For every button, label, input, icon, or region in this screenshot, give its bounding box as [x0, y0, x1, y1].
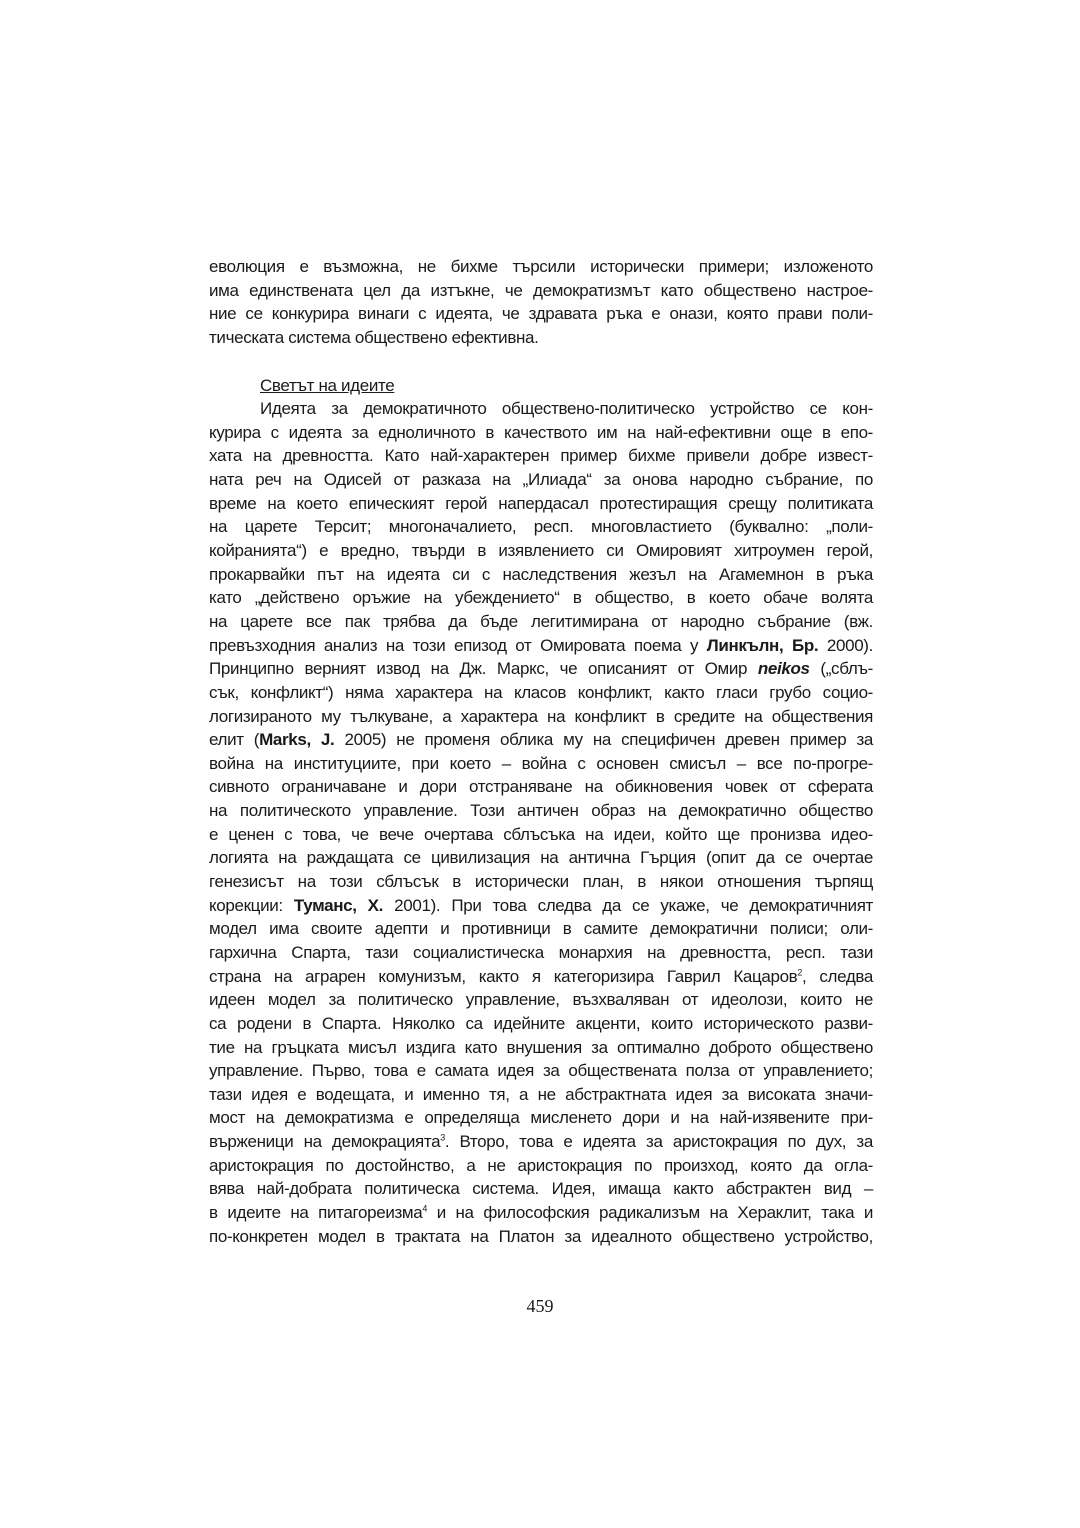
line-text: в идеите на питагореизма: [209, 1202, 423, 1222]
text-line: мост на демократизма е определяща мисленето дори и на най-изявените при-: [209, 1108, 873, 1128]
line-text: страна на аграрен комунизъм, както я категоризира Гаврил Кацаров: [209, 966, 798, 986]
text-line: ние се конкурира винаги с идеята, че здравата ръка е онази, която прави поли-: [209, 304, 873, 324]
text-line: [209, 728, 873, 752]
text-line: вява най-добрата политическа система. Идея, имаща както абстрактен вид –: [209, 1179, 873, 1199]
line-text: елит (: [209, 730, 260, 750]
line-text: , следва: [802, 966, 873, 986]
section-heading: Светът на идеите: [260, 375, 395, 395]
text-line: идеен модел за политическо управление, възхваляван от идеолози, които не: [209, 990, 873, 1010]
text-line: са родени в Спарта. Няколко са идейните акценти, които историческото разви-: [209, 1013, 873, 1033]
text-line: гархична Спарта, тази социалистическа монархия на древността, респ. тази: [209, 942, 873, 962]
text-line: сивното ограничаване и дори отстраняване на обикновения човек от сферата: [209, 777, 873, 797]
text-line: е ценен с това, че вече очертава сблъсъка на идеи, който ще пронизва идео-: [209, 824, 873, 844]
text-line: по-конкретен модел в трактата на Платон за идеалното обществено устройство,: [209, 1226, 873, 1246]
text-line: генезисът на този сблъсък в исторически план, в някои отношения търпящ: [209, 872, 873, 892]
text-line: [209, 634, 873, 658]
text-line: койранията“) е вредно, твърди в изявлението си Омировият хитроумен герой,: [209, 541, 873, 561]
line-text: . Второ, това е идеята за аристокрация по дух, за: [444, 1132, 873, 1152]
line-text: корекции:: [209, 895, 294, 915]
text-line: ната реч на Одисей от разказа на „Илиада“ за онова народно събрание, по: [209, 470, 873, 490]
text-line: война на институциите, при което – война с основен смисъл – все по-прогре-: [209, 753, 873, 773]
text-line: логията на раждащата се цивилизация на антична Гърция (опит да се очертае: [209, 848, 873, 868]
page-number: 459: [526, 1296, 554, 1316]
line-text: Принципно верният извод на Дж. Маркс, че описаният от Омир: [209, 659, 758, 679]
page-body: [209, 255, 873, 1248]
citation-author: Линкълн, Бр.: [706, 635, 819, 655]
line-text: („сблъ-: [809, 659, 873, 679]
text-line: като „действено оръжие на убеждението“ в общество, в което обаче волята: [209, 588, 873, 608]
footnote-marker[interactable]: 3: [440, 1132, 445, 1143]
text-line: прокарвайки път на идеята си с наследствения жезъл на Агамемнон в ръка: [209, 564, 873, 584]
text-line: Идеята за демократичното обществено-политическо устройство се кон-: [260, 399, 873, 419]
text-line: управление. Първо, това е самата идея за обществената полза от управлението;: [209, 1061, 873, 1081]
text-line: време на което епическият герой напердасал протестиращия срещу политиката: [209, 493, 873, 513]
text-line: аристокрация по достойнство, а не аристокрация по произход, която да огла-: [209, 1155, 873, 1175]
text-line: [209, 1201, 873, 1225]
line-text: 2005) не променя облика му на специфичен древен пример за: [334, 730, 873, 750]
text-line: има единствената цел да изтъкне, че демократизмът като обществено настрое-: [209, 280, 873, 300]
footnote-marker[interactable]: 4: [422, 1203, 428, 1214]
main-paragraph: [209, 397, 873, 1248]
text-line: еволюция е възможна, не бихме търсили исторически примери; изложеното: [209, 257, 873, 276]
text-line: хата на древността. Като най-характерен пример бихме привели добре извест-: [209, 446, 873, 466]
text-line: [209, 1130, 873, 1154]
paragraph-gap: [209, 350, 873, 374]
footnote-marker[interactable]: 2: [797, 966, 803, 977]
line-text: 2000).: [818, 635, 873, 655]
text-line: на царете Терсит; многоначалието, респ. многовластието (буквално: „поли-: [209, 517, 873, 537]
greek-term: neikos: [757, 659, 810, 679]
intro-paragraph: [209, 255, 873, 350]
citation-author: Marks, J.: [259, 730, 335, 750]
line-text: и на философския радикализъм на Хераклит, така и: [427, 1202, 874, 1222]
text-line: [209, 965, 873, 989]
text-line: [209, 894, 873, 918]
text-line: на политическото управление. Този античен образ на демократично общество: [209, 801, 873, 821]
line-text: върженици на демокрацията: [209, 1132, 441, 1152]
text-line: тие на гръцката мисъл издига като внушения за оптимално доброто обществено: [209, 1037, 873, 1057]
text-line: тази идея е водещата, и именно тя, а не абстрактната идея за високата значи-: [209, 1084, 873, 1104]
line-text: превъзходния анализ на този епизод от Омировата поема у: [209, 635, 707, 655]
text-line: тическата система обществено ефективна.: [209, 327, 539, 347]
text-line: модел има своите адепти и противници в самите демократични полиси; оли-: [209, 919, 873, 939]
text-line: логизираното му тълкуване, а характера на конфликт в средите на обществения: [209, 706, 873, 726]
text-line: [209, 657, 873, 681]
text-line: на царете все пак трябва да бъде легитимирана от народно събрание (вж.: [209, 611, 873, 631]
text-line: сък, конфликт“) няма характера на класов конфликт, както гласи грубо социо-: [209, 682, 873, 702]
text-line: курира с идеята за едноличното в качеството им на най-ефективни още в епо-: [209, 422, 873, 442]
citation-author: Туманс, Х.: [293, 895, 384, 915]
line-text: 2001). При това следва да се укаже, че демократичният: [383, 895, 873, 915]
